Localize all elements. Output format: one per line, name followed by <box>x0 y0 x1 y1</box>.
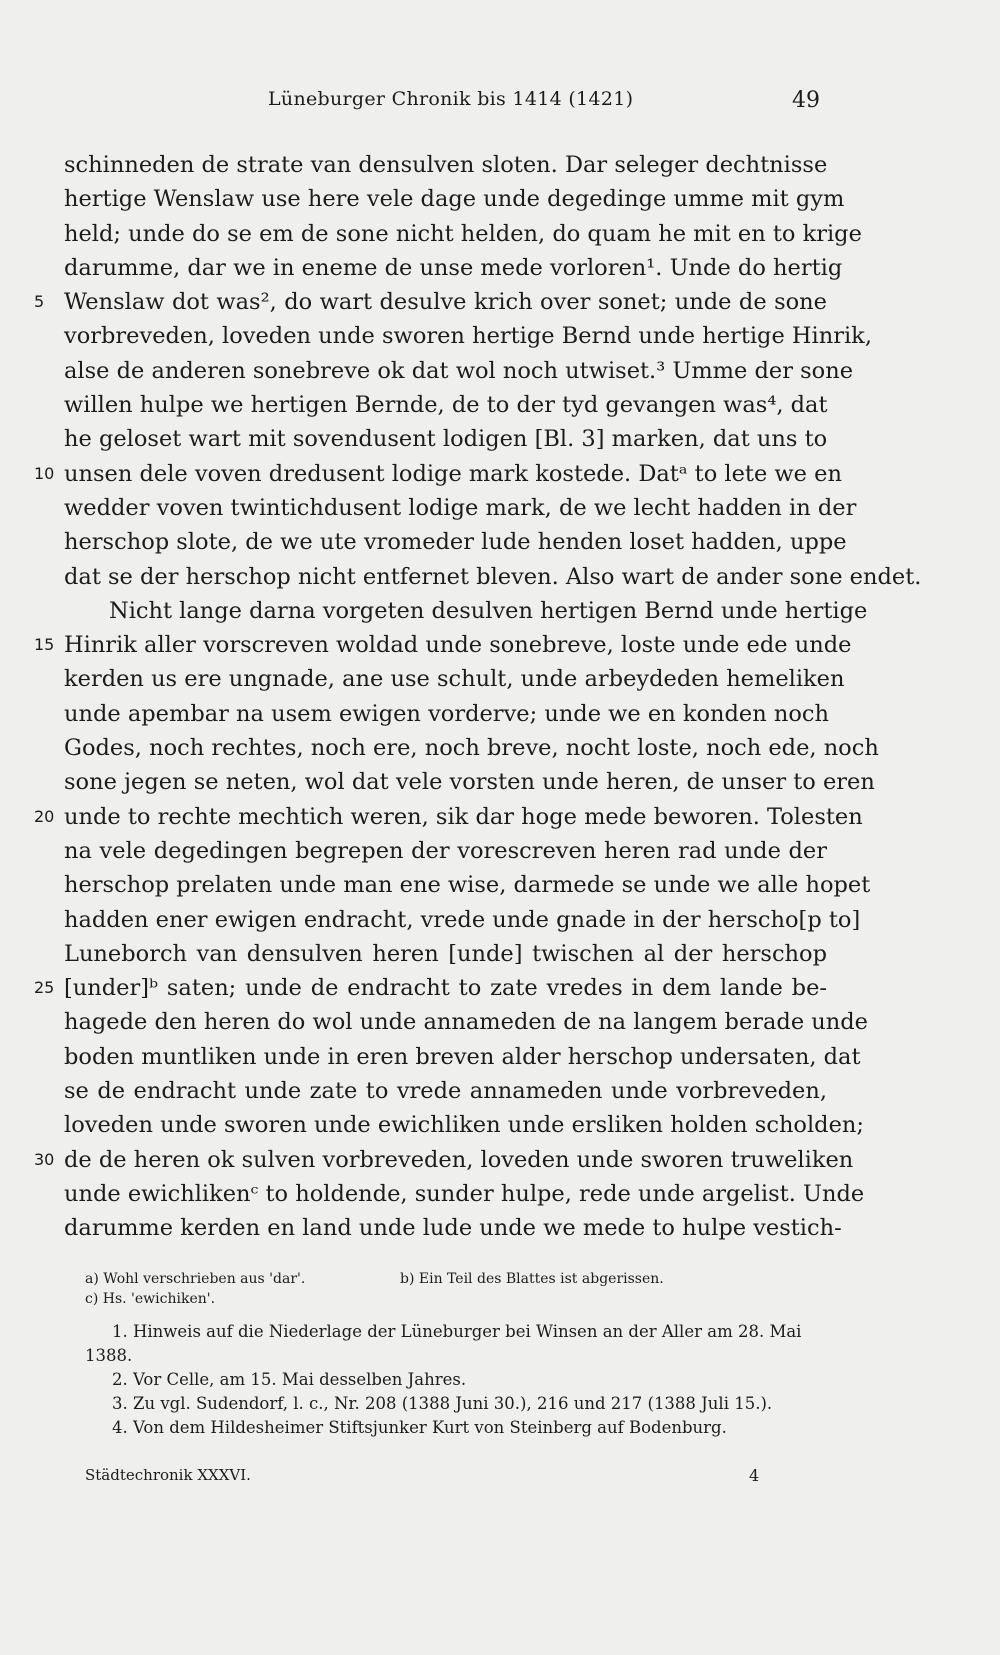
line-text: darumme, dar we in eneme de unse mede vorloren¹. Unde do hertig <box>64 254 843 281</box>
line-text: Wenslaw dot was², do wart desulve krich over sonet; unde de sone <box>64 289 827 316</box>
footnote-2: 2. Vor Celle, am 15. Mai desselben Jahres. <box>112 1370 467 1389</box>
line-number: 30 <box>34 1149 55 1169</box>
line-text: hadden ener ewigen endracht, vrede unde gnade in der herscho[p to] <box>64 906 861 933</box>
line-number: 25 <box>34 978 55 998</box>
line-text: de de heren ok sulven vorbreveden, loveden unde sworen truweliken <box>64 1146 854 1173</box>
text-line <box>64 1074 827 1108</box>
line-text: darumme kerden en land unde lude unde we mede to hulpe vestich- <box>64 1215 842 1242</box>
line-text: willen hulpe we hertigen Bernde, de to der tyd gevangen was⁴, dat <box>64 392 828 419</box>
signature-label: Städtechronik XXXVI. <box>85 1466 251 1484</box>
text-line <box>64 217 862 251</box>
line-number: 10 <box>34 463 55 483</box>
text-line <box>64 1005 869 1039</box>
text-line <box>34 971 827 1005</box>
line-text: wedder voven twintichdusent lodige mark, de we lecht hadden in der <box>64 494 857 521</box>
signature-number: 4 <box>749 1466 760 1485</box>
line-text: Godes, noch rechtes, noch ere, noch breve, nocht loste, noch ede, noch <box>64 735 879 762</box>
line-text: held; unde do se em de sone nicht helden, do quam he mit en to krige <box>64 220 862 247</box>
text-line <box>64 937 827 971</box>
text-line <box>64 182 845 216</box>
text-line <box>64 1108 864 1142</box>
text-line <box>34 457 842 491</box>
text-line <box>64 354 854 388</box>
text-line <box>64 1040 861 1074</box>
footnotes <box>85 1320 828 1440</box>
running-header <box>0 88 1000 118</box>
text-line <box>64 868 871 902</box>
footnote-1: 1. Hinweis auf die Niederlage der Lüneburger bei Winsen an der Aller am 28. Mai 1388. <box>85 1322 802 1365</box>
text-line <box>64 148 827 182</box>
line-number: 15 <box>34 635 55 655</box>
footnote-4: 4. Von dem Hildesheimer Stiftsjunker Kurt von Steinberg auf Bodenburg. <box>112 1418 727 1437</box>
text-line <box>64 319 872 353</box>
text-line <box>34 285 827 319</box>
text-line <box>64 388 827 422</box>
line-text: loveden unde sworen unde ewichliken unde ersliken holden scholden; <box>64 1112 864 1139</box>
text-line <box>64 422 827 456</box>
line-text: vorbreveden, loveden unde sworen hertige Bernd unde hertige Hinrik, <box>64 323 872 350</box>
line-text: [under]ᵇ saten; unde de endracht to zate vredes in dem lande be- <box>64 975 827 1002</box>
line-text: hagede den heren do wol unde annameden de na langem berade unde <box>64 1009 869 1036</box>
text-line <box>64 560 922 594</box>
text-line <box>64 662 845 696</box>
line-text: schinneden de strate van densulven sloten. Dar seleger dechtnisse <box>64 152 828 178</box>
line-text: herschop prelaten unde man ene wise, darmede se unde we alle hopet <box>64 872 871 899</box>
text-line <box>34 1143 854 1177</box>
line-text: herschop slote, de we ute vromeder lude henden loset hadden, uppe <box>64 529 847 556</box>
critical-note-c: c) Hs. 'ewichiken'. <box>85 1291 216 1307</box>
line-text: he geloset wart mit sovendusent lodigen [Bl. 3] marken, dat uns to <box>64 426 828 453</box>
text-line <box>34 800 863 834</box>
text-line <box>64 834 827 868</box>
line-text: se de endracht unde zate to vrede annameden unde vorbreveden, <box>64 1078 827 1105</box>
line-text: hertige Wenslaw use here vele dage unde degedinge umme mit gym <box>64 186 845 213</box>
line-text: unsen dele voven dredusent lodige mark kostede. Datᵃ to lete we en <box>64 460 842 487</box>
critical-note-b: b) Ein Teil des Blattes ist abgerissen. <box>400 1271 664 1287</box>
text-line <box>64 731 879 765</box>
text-line <box>64 697 830 731</box>
line-text: unde to rechte mechtich weren, sik dar hoge mede beworen. Tolesten <box>64 803 863 830</box>
running-title: Lüneburger Chronik bis 1414 (1421) <box>268 88 634 110</box>
text-line <box>34 628 852 662</box>
line-text: alse de anderen sonebreve ok dat wol noch utwiset.³ Umme der sone <box>64 357 854 384</box>
line-text: Hinrik aller vorscreven woldad unde sonebreve, loste unde ede unde <box>64 632 852 659</box>
line-text: Nicht lange darna vorgeten desulven hertigen Bernd unde hertige <box>109 597 868 624</box>
text-line <box>64 491 857 525</box>
text-line <box>64 1211 842 1245</box>
line-text: unde apembar na usem ewigen vorderve; unde we en konden noch <box>64 700 830 727</box>
text-line <box>64 1177 865 1211</box>
line-number: 20 <box>34 806 55 826</box>
line-text: na vele degedingen begrepen der vorescreven heren rad unde der <box>64 837 827 864</box>
line-text: boden muntliken unde in eren breven alder herschop undersaten, dat <box>64 1043 861 1070</box>
line-text: kerden us ere ungnade, ane use schult, unde arbeydeden hemeliken <box>64 666 845 693</box>
line-text: sone jegen se neten, wol dat vele vorsten unde heren, de unser to eren <box>64 769 875 796</box>
line-text: dat se der herschop nicht entfernet bleven. Also wart de ander sone endet. <box>64 563 922 590</box>
text-line <box>64 594 868 628</box>
line-text: unde ewichlikenᶜ to holdende, sunder hulpe, rede unde argelist. Unde <box>64 1180 865 1207</box>
text-line <box>64 525 847 559</box>
text-line <box>64 765 875 799</box>
line-text: Luneborch van densulven heren [unde] twischen al der herschop <box>64 940 827 967</box>
page-number: 49 <box>792 88 820 113</box>
main-text <box>34 148 922 1246</box>
line-number: 5 <box>34 292 45 312</box>
text-line <box>64 903 861 937</box>
text-line <box>64 251 843 285</box>
critical-note-a: a) Wohl verschrieben aus 'dar'. <box>85 1271 306 1287</box>
footnote-3: 3. Zu vgl. Sudendorf, l. c., Nr. 208 (1388 Juni 30.), 216 und 217 (1388 Juli 15.). <box>112 1394 773 1413</box>
printer-signature <box>85 1466 785 1484</box>
